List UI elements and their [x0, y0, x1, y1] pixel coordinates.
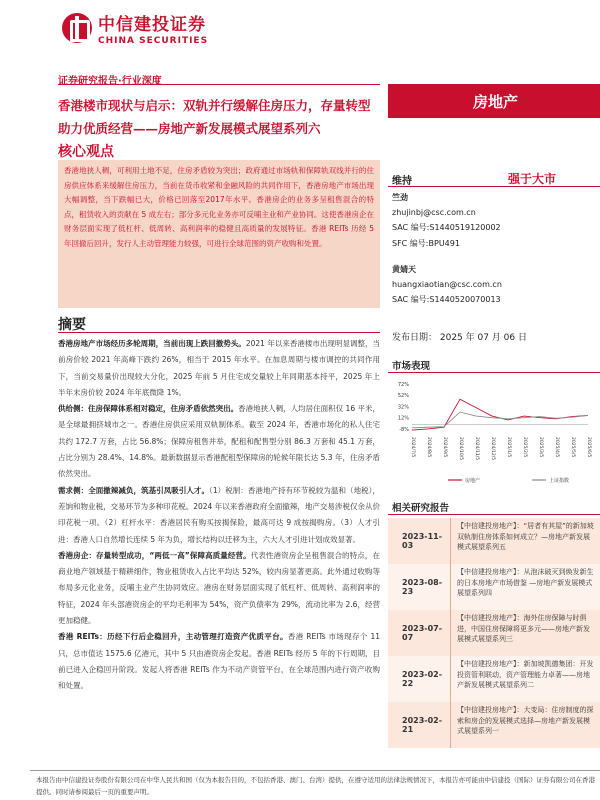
analyst-block	[392, 192, 592, 249]
x-tick-label: 2024/10/5	[458, 437, 463, 461]
y-tick-label: 12%	[397, 415, 409, 422]
summary-lead: 香港房地产市场经历多轮周期，当前出现上跌回撤势头。	[58, 339, 246, 348]
publish-date: 发布日期： 2025 年 07 月 06 日	[392, 333, 527, 343]
related-report-title: 【中信建投房地产】：新加坡凯德集团：开发投资管利联动，资产管理能力卓著——房地产新发展模式展望系列二	[450, 656, 600, 702]
divider	[58, 84, 380, 85]
summary-paragraph	[58, 401, 380, 482]
y-tick-label: 52%	[397, 393, 409, 400]
related-report-date: 2023-07-07	[402, 624, 443, 642]
legend-label: 上证指数	[549, 478, 570, 484]
analyst-sac: SAC 编号:S1440519120002	[392, 223, 501, 232]
related-report-title: 【中信建投房地产】：海外住房保障与时俱进，中国住房保障将更多元——房地产新发展模式展望系列三	[450, 610, 600, 656]
summary-body-text: 2021 年以来香港楼市出现明显调整，当前房价较 2021 年高峰下跌约 26%，相当于 2015 年水平。在加息周期与楼市调控的共同作用下，当前交易量价出现较大分化，2025 年前 5 月住宅成交量较上年同期基本持平，2025 年上半年末房价较 2024 年年底微降 1%。	[58, 339, 380, 397]
summary-paragraph	[58, 336, 380, 401]
x-tick-label: 2025/1/5	[506, 437, 511, 458]
divider	[388, 186, 600, 187]
series-line	[412, 399, 588, 430]
core-view-box	[58, 160, 380, 308]
summary-body	[58, 336, 380, 695]
related-report-item[interactable]	[388, 702, 600, 748]
related-report-date: 2023-02-21	[402, 716, 443, 734]
report-type: 证券研究报告·行业深度	[58, 76, 162, 87]
summary-body-text: 香港 REITs 市场现存个 11 只，总市值达 1575.6 亿港元，其中 5 只由港资房企发起。香港 REITs 经历 5 年的下行周期，目前已进入企稳回升阶段。发起人将香港 REITs 作为不动产资管平台，在全球范围内进行资产收购和处置。	[58, 632, 381, 691]
x-tick-label: 2024/8/5	[426, 437, 431, 458]
related-reports-label: 相关研究报告	[392, 503, 450, 514]
summary-label: 摘要	[58, 317, 86, 333]
analyst-block	[392, 264, 592, 305]
analyst-sfc: SFC 编号:BPU491	[392, 239, 460, 248]
divider	[388, 514, 600, 515]
divider	[30, 770, 600, 771]
analyst-email[interactable]: zhujinbj@csc.com.cn	[392, 208, 476, 217]
related-report-item[interactable]	[388, 656, 600, 702]
summary-paragraph	[58, 548, 380, 629]
brand-name-cn: 中信建投证券	[98, 15, 206, 35]
summary-body-text: 代表性港资房企呈租售混合的特点，在商业地产领域基于精耕细作，物业租赁收入占比平均达 52%，较内房显著更高。此外通过收购等布局多元化业务，反哺主业产生协同效应。港房在财务层面实现了低杠杆、低周转、高利润率的特征，2024 年头部港资房企的平均毛利率为 54%，资产负债率为 29%，流动比率为 2.6，经营更加稳健。	[58, 550, 381, 626]
related-report-item[interactable]	[388, 610, 600, 656]
legend-label: 房地产	[465, 478, 481, 484]
report-title: 香港楼市现状与启示：双轨并行缓解住房压力，存量转型助力优质经营——房地产新发展模式展望系列六	[58, 98, 371, 136]
related-report-date: 2023-11-03	[402, 532, 443, 550]
x-tick-label: 2025/3/5	[538, 437, 543, 458]
related-report-date: 2023-02-22	[402, 670, 443, 688]
y-tick-label: -8%	[399, 426, 409, 433]
market-performance-label: 市场表现	[392, 361, 431, 372]
y-tick-label: 72%	[397, 382, 409, 388]
x-tick-label: 2025/2/5	[522, 437, 527, 458]
series-line	[412, 412, 588, 428]
related-report-item[interactable]	[388, 518, 600, 564]
related-report-title: 【中信建投房地产】：从泡沫破灭到焕发新生的日本房地产市场借鉴 —房地产新发展模式展望系列四	[450, 564, 600, 610]
sector-banner	[388, 84, 600, 118]
analyst-name: 竺劲	[392, 193, 408, 202]
related-reports-list	[388, 518, 600, 748]
analyst-email[interactable]: huangxiaotian@csc.com.cn	[392, 280, 502, 289]
analyst-name: 黄婧天	[392, 265, 416, 274]
summary-body-text: 香港地狭人稠，人均居住面积仅 16 平米，是全球最拥挤城市之一。香港住房供应采用双轨制体系。截至 2024 年，香港市场化的私人住宅共约 172.7 万套，占比 56.8%；保障房租售并举，配租和配售型分别 86.3 万套和 45.1 万套，占比分别为 28.4%、14.8%。最新数据显示香港配租型保障房的轮候年限长达 5.3 年，住房矛盾依然突出。	[58, 404, 381, 479]
brand-name-en: CHINA SECURITIES	[98, 36, 209, 46]
summary-body-text: （1）税制：香港地产持有环节税较为温和（地税），差饷和物业税，交易环节为多种印花税。2024 年以来香港政府全面撤辣，地产交易涉税仅余从价印花税一项。（2）杠杆水平：香港居民有购买按揭保险，最高可达 9 成按揭购房。（3）人才引进：香港人口自然增长连续 5 年为负，增长结构以迁移为主，六大人才引进计划成效显著。	[58, 485, 380, 544]
x-tick-label: 2024/9/5	[442, 437, 447, 458]
brand-text	[98, 10, 208, 46]
summary-lead: 香港房企：存量转型成功，“两低一高”保障高质量经营。	[58, 550, 251, 560]
summary-paragraph	[58, 629, 380, 694]
csc-logo-icon	[62, 13, 92, 43]
x-tick-label: 2025/4/5	[554, 437, 559, 458]
summary-paragraph	[58, 483, 380, 548]
rating-action: 维持	[392, 176, 412, 187]
x-tick-label: 2024/7/5	[410, 437, 415, 458]
summary-lead: 供给侧：住房保障体系相对稳定，住房矛盾依然突出。	[58, 404, 239, 414]
x-tick-label: 2025/5/5	[570, 437, 575, 458]
core-view-text: 香港地狭人稠，可利用土地不足，住房矛盾较为突出；政府通过市场轨和保障轨双线并行的住房供应体系来缓解住房压力，当前在货币收紧和金融风险的共同作用下，香港房地产市场出现大幅调整，当下跌幅已大，价格已回落至2017年水平。香港房企的业务多呈租售混合的特点，租赁收入的贡献在 5 成左右；部分多元化业务亦可反哺主业和产业协同。这使香港房企在财务层面实现了低杠杆、低周转、高利润率的稳健且高质量的发展特征。香港 REITs 历经 5 年回撤后回升，发行人主动管理能力较强，可进行全球范围的资产收购和处置。	[64, 166, 374, 248]
market-performance-chart	[388, 376, 600, 488]
related-report-title: 【中信建投房地产】：大变局：住房制度的探索和房企的发展模式选择—房地产新发展模式展望系列一	[450, 702, 600, 748]
rating-value: 强于大市	[508, 172, 557, 186]
divider	[58, 332, 380, 333]
related-report-date: 2023-08-23	[402, 578, 443, 596]
x-tick-label: 2024/12/5	[490, 437, 495, 461]
brand-logo	[62, 10, 208, 46]
related-report-title: 【中信建投房地产】：“居者有其屋”的新加坡双轨制住房体系如何成立？—房地产新发展模式展望系列五	[450, 518, 600, 564]
x-tick-label: 2024/11/5	[474, 437, 479, 461]
footer-disclaimer: 本报告由中信建投证券股份有限公司在中华人民共和国（仅为本报告目的，不包括香港、澳门、台湾）提供，在遵守适用的法律法规情况下，本报告亦可能由中信建投（国际）证券有限公司在香港提供。同时请参阅最后一页的重要声明。	[36, 776, 595, 796]
divider	[388, 372, 600, 373]
related-report-item[interactable]	[388, 564, 600, 610]
summary-lead: 香港 REITs：历经下行后企稳回升，主动管理打造资产优质平台。	[58, 632, 288, 642]
core-view-label: 核心观点	[58, 144, 114, 160]
sector-label: 房地产	[472, 93, 518, 111]
x-tick-label: 2025/6/5	[586, 437, 591, 458]
y-tick-label: 32%	[397, 404, 409, 411]
summary-lead: 需求侧：全面撤辣减负，筑基引凤吸引人才。	[58, 485, 210, 495]
analyst-sac: SAC 编号:S1440520070013	[392, 295, 501, 304]
